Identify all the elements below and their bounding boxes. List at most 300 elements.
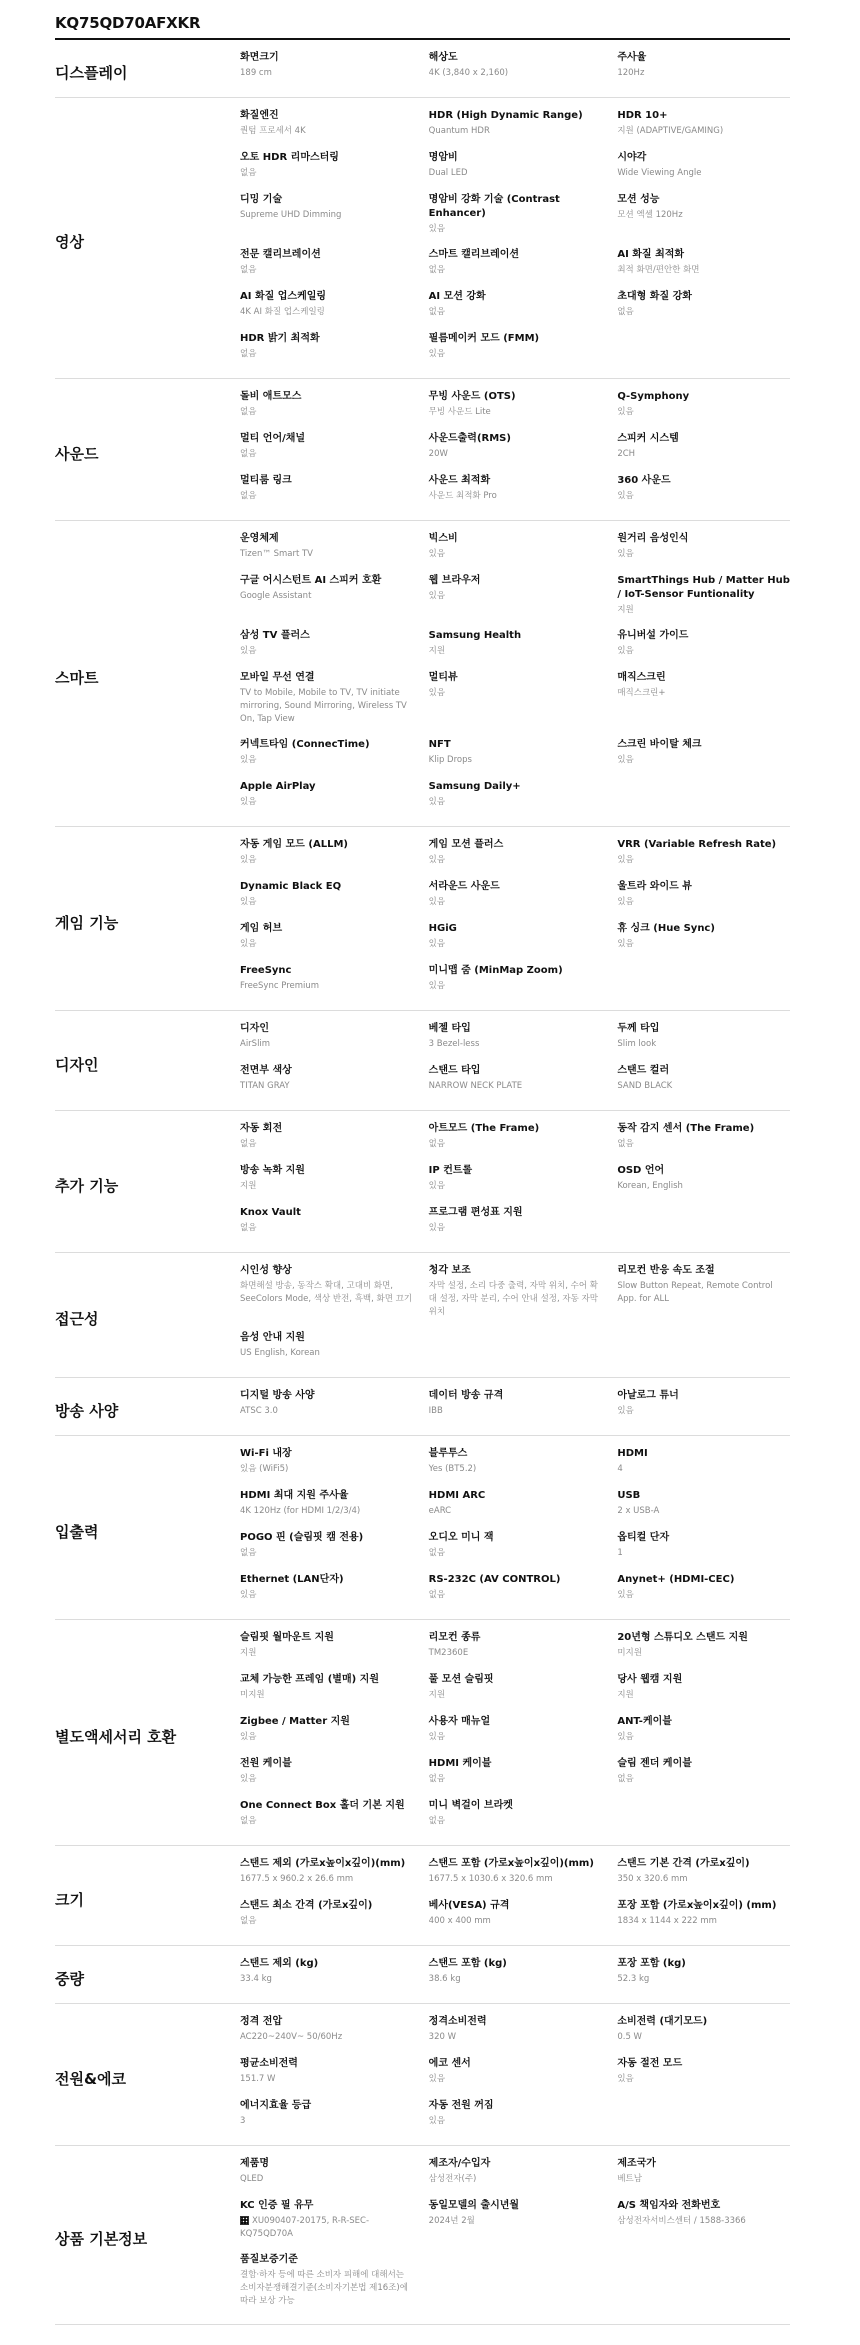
spec-label: HDMI 케이블 bbox=[428, 1758, 492, 1769]
section-title: 중량 bbox=[55, 1969, 84, 1988]
spec-item bbox=[617, 151, 790, 181]
spec-value bbox=[240, 796, 413, 809]
spec-value bbox=[429, 1973, 602, 1986]
spec-item bbox=[240, 432, 413, 462]
spec-value bbox=[617, 1038, 790, 1051]
spec-item bbox=[617, 474, 790, 504]
spec-value bbox=[617, 1180, 790, 1193]
spec-value bbox=[617, 687, 790, 700]
spec-value-text: 있음 bbox=[617, 855, 634, 865]
spec-item bbox=[240, 629, 413, 659]
spec-value-text: TITAN GRAY bbox=[240, 1081, 290, 1091]
spec-label: AI 화질 최적화 bbox=[617, 249, 685, 260]
spec-value-text: 있음 bbox=[240, 897, 257, 907]
spec-label: 화질엔진 bbox=[240, 110, 279, 121]
spec-item bbox=[429, 1122, 602, 1152]
spec-item bbox=[429, 2157, 602, 2187]
spec-value-text: 베트남 bbox=[617, 2174, 642, 2184]
spec-value bbox=[240, 1180, 413, 1193]
spec-value-text: 4K AI 화질 업스케일링 bbox=[240, 307, 325, 317]
spec-item bbox=[240, 1331, 413, 1361]
spec-item bbox=[429, 629, 602, 659]
spec-value-text: Korean, English bbox=[617, 1181, 683, 1191]
spec-value-text: Supreme UHD Dimming bbox=[240, 210, 342, 220]
spec-item bbox=[240, 2199, 413, 2241]
spec-item bbox=[429, 1673, 602, 1703]
spec-value-text: 33.4 kg bbox=[240, 1974, 272, 1984]
spec-label: 디지털 방송 사양 bbox=[240, 1390, 315, 1401]
spec-label: 휴 싱크 (Hue Sync) bbox=[617, 923, 715, 934]
spec-value-text: 있음 bbox=[617, 646, 634, 656]
spec-value bbox=[429, 1080, 602, 1093]
spec-value-text: 있음 bbox=[428, 939, 446, 949]
spec-label: 구글 어시스턴트 AI 스피커 호환 bbox=[240, 575, 382, 586]
spec-label: 제조자/수입자 bbox=[428, 2158, 491, 2169]
spec-value-text: 자막 설정, 소리 다중 출력, 자막 위치, 수어 확대 설정, 자막 분리, 수어 안내 설정, 자동 자막 위치 bbox=[428, 1281, 598, 1317]
spec-value-text: ATSC 3.0 bbox=[240, 1406, 278, 1416]
spec-grid bbox=[240, 1957, 790, 1999]
spec-value-text: 없음 bbox=[428, 1774, 446, 1784]
spec-section bbox=[55, 98, 790, 379]
spec-item bbox=[429, 574, 602, 617]
spec-label: HDMI bbox=[617, 1448, 648, 1459]
spec-value bbox=[240, 896, 413, 909]
spec-section bbox=[55, 1378, 790, 1436]
section-title: 전원&에코 bbox=[55, 2069, 127, 2088]
spec-item bbox=[240, 474, 413, 504]
spec-value bbox=[617, 896, 790, 909]
spec-value-text: 지원 (ADAPTIVE/GAMING) bbox=[617, 126, 724, 136]
spec-value-text: 있음 bbox=[240, 755, 257, 765]
spec-value bbox=[617, 448, 790, 461]
spec-value-text: 있음 bbox=[428, 224, 446, 234]
spec-value-text: 지원 bbox=[240, 1648, 257, 1658]
spec-value bbox=[240, 854, 413, 867]
spec-label: Ethernet (LAN단자) bbox=[240, 1574, 344, 1585]
spec-label: 자동 전원 꺼짐 bbox=[428, 2100, 494, 2111]
spec-value-text: 1677.5 x 1030.6 x 320.6 mm bbox=[428, 1874, 553, 1884]
spec-value-text: 1834 x 1144 x 222 mm bbox=[617, 1916, 717, 1926]
spec-value bbox=[617, 1915, 790, 1928]
spec-item bbox=[240, 1489, 413, 1519]
spec-item bbox=[240, 738, 413, 768]
spec-item bbox=[617, 51, 790, 81]
spec-value-text: 없음 bbox=[428, 1816, 446, 1826]
spec-label: 오토 HDR 리마스터링 bbox=[240, 152, 339, 163]
spec-item bbox=[617, 922, 790, 952]
spec-label: 모션 성능 bbox=[617, 194, 660, 205]
spec-label: 멀티룸 링크 bbox=[240, 475, 292, 486]
spec-grid bbox=[240, 1122, 790, 1248]
spec-label: 리모컨 반응 속도 조절 bbox=[617, 1265, 715, 1276]
spec-grid bbox=[240, 532, 790, 822]
spec-label: 두께 타입 bbox=[617, 1023, 660, 1034]
spec-item bbox=[617, 193, 790, 236]
spec-item bbox=[240, 2253, 413, 2308]
spec-value-text: 4 bbox=[617, 1464, 623, 1474]
spec-label: 커넥트타임 (ConnecTime) bbox=[240, 739, 370, 750]
spec-value-text: eARC bbox=[428, 1506, 452, 1516]
spec-label: One Connect Box 홀더 기본 지원 bbox=[240, 1800, 405, 1811]
spec-item bbox=[617, 532, 790, 562]
spec-item bbox=[240, 2057, 413, 2087]
spec-value bbox=[240, 2115, 413, 2128]
spec-label: 아트모드 (The Frame) bbox=[428, 1123, 540, 1134]
spec-value-text: 없음 bbox=[428, 1590, 446, 1600]
spec-label: 품질보증기준 bbox=[240, 2254, 298, 2265]
spec-value bbox=[617, 1405, 790, 1418]
spec-item bbox=[429, 248, 602, 278]
spec-value bbox=[429, 1222, 602, 1235]
spec-value bbox=[240, 1815, 413, 1828]
section-title: 입출력 bbox=[55, 1522, 99, 1541]
spec-value bbox=[240, 1647, 413, 1660]
spec-item bbox=[617, 738, 790, 768]
spec-value bbox=[617, 264, 790, 277]
spec-value-text: 미지원 bbox=[617, 1648, 642, 1658]
spec-value bbox=[617, 67, 790, 80]
spec-value bbox=[429, 645, 602, 658]
spec-value-text: 있음 bbox=[240, 855, 257, 865]
spec-value-text: IBB bbox=[428, 1406, 443, 1416]
spec-value bbox=[429, 1773, 602, 1786]
spec-value bbox=[429, 2115, 602, 2128]
spec-section bbox=[55, 379, 790, 521]
spec-value-text: Tizen™ Smart TV bbox=[240, 549, 313, 559]
spec-item bbox=[240, 532, 413, 562]
spec-value bbox=[429, 448, 602, 461]
spec-item bbox=[617, 1957, 790, 1987]
spec-value-text: Quantum HDR bbox=[428, 126, 490, 136]
spec-value bbox=[429, 1873, 602, 1886]
spec-item bbox=[617, 1673, 790, 1703]
spec-value-text: 4K 120Hz (for HDMI 1/2/3/4) bbox=[240, 1506, 361, 1516]
spec-value-text: 38.6 kg bbox=[428, 1974, 461, 1984]
spec-section bbox=[55, 1436, 790, 1620]
spec-item bbox=[240, 332, 413, 362]
spec-value-text: 있음 bbox=[428, 1223, 446, 1233]
spec-label: 포장 포함 (kg) bbox=[617, 1958, 686, 1969]
spec-label: 멀티뷰 bbox=[428, 672, 458, 683]
spec-item bbox=[429, 1264, 602, 1319]
section-title: 크기 bbox=[55, 1890, 84, 1909]
spec-value bbox=[617, 1773, 790, 1786]
spec-value bbox=[617, 1589, 790, 1602]
spec-section bbox=[55, 827, 790, 1011]
spec-item bbox=[429, 2015, 602, 2045]
spec-label: 전면부 색상 bbox=[240, 1065, 292, 1076]
spec-value-text: 무빙 사운드 Lite bbox=[428, 407, 491, 417]
spec-item bbox=[240, 290, 413, 320]
spec-value-text: 있음 bbox=[428, 855, 446, 865]
spec-value-text: 매직스크린+ bbox=[617, 688, 666, 698]
spec-value bbox=[429, 938, 602, 951]
spec-value bbox=[429, 1463, 602, 1476]
spec-value bbox=[617, 1080, 790, 1093]
spec-value-text: 1 bbox=[617, 1548, 623, 1558]
spec-value-text: 있음 bbox=[617, 549, 634, 559]
spec-value-text: 2CH bbox=[617, 449, 636, 459]
spec-value bbox=[429, 2031, 602, 2044]
spec-label: A/S 책임자와 전화번호 bbox=[617, 2200, 721, 2211]
spec-value-text: Yes (BT5.2) bbox=[428, 1464, 477, 1474]
section-title: 영상 bbox=[55, 233, 84, 251]
spec-section bbox=[55, 1111, 790, 1253]
spec-section bbox=[55, 521, 790, 827]
spec-value bbox=[240, 590, 413, 603]
spec-item bbox=[617, 1715, 790, 1745]
spec-label: IP 컨트롤 bbox=[428, 1165, 473, 1176]
spec-value-text: 1677.5 x 960.2 x 26.6 mm bbox=[240, 1874, 354, 1884]
spec-value bbox=[240, 1589, 413, 1602]
spec-value bbox=[429, 490, 602, 503]
spec-item bbox=[240, 1715, 413, 1745]
spec-label: 스마트 캘리브레이션 bbox=[428, 249, 520, 260]
spec-value-text: 있음 bbox=[428, 549, 446, 559]
spec-value-text: 퀀텀 프로세서 4K bbox=[240, 126, 306, 136]
spec-label: 주사율 bbox=[617, 52, 647, 63]
section-title: 스마트 bbox=[55, 668, 99, 687]
spec-label: 제품명 bbox=[240, 2158, 269, 2169]
spec-section bbox=[55, 2004, 790, 2146]
spec-item bbox=[429, 2199, 602, 2241]
spec-item bbox=[429, 780, 602, 810]
spec-item bbox=[617, 1757, 790, 1787]
spec-value bbox=[240, 754, 413, 767]
spec-label: 매직스크린 bbox=[617, 672, 666, 683]
spec-value-text: 없음 bbox=[240, 1916, 257, 1926]
spec-item bbox=[617, 880, 790, 910]
spec-label: Samsung Daily+ bbox=[428, 781, 521, 792]
spec-grid bbox=[240, 390, 790, 516]
spec-label: 돌비 애트모스 bbox=[240, 391, 302, 402]
spec-value-text: 없음 bbox=[240, 449, 257, 459]
spec-value-text: 지원 bbox=[617, 605, 634, 615]
spec-value bbox=[617, 306, 790, 319]
spec-value-text: 없음 bbox=[617, 1774, 634, 1784]
spec-value bbox=[240, 2269, 413, 2308]
spec-value bbox=[240, 1347, 413, 1360]
spec-label: 스탠드 제외 (가로x높이x깊이)(mm) bbox=[240, 1858, 406, 1869]
spec-item bbox=[429, 1206, 602, 1236]
section-title: 게임 기능 bbox=[55, 913, 119, 932]
spec-value-text: 있음 bbox=[428, 688, 446, 698]
spec-grid bbox=[240, 1857, 790, 1941]
spec-value bbox=[240, 687, 413, 726]
spec-label: 울트라 와이드 뷰 bbox=[617, 881, 692, 892]
spec-value-text: 있음 (WiFi5) bbox=[240, 1464, 289, 1474]
spec-value bbox=[429, 2173, 602, 2186]
spec-value bbox=[617, 167, 790, 180]
spec-value bbox=[429, 1915, 602, 1928]
spec-value-text: 없음 bbox=[240, 407, 257, 417]
spec-label: 디밍 기술 bbox=[240, 194, 283, 205]
section-title: 접근성 bbox=[55, 1310, 99, 1328]
spec-label: 미니 벽걸이 브라켓 bbox=[428, 1800, 513, 1811]
model-title: KQ75QD70AFXKR bbox=[55, 14, 790, 40]
spec-value-text: 없음 bbox=[617, 1139, 634, 1149]
spec-value bbox=[240, 67, 413, 80]
spec-item bbox=[429, 880, 602, 910]
spec-label: 정격소비전력 bbox=[428, 2016, 487, 2027]
spec-value bbox=[429, 167, 602, 180]
spec-value-text: TM2360E bbox=[428, 1648, 469, 1658]
spec-value bbox=[240, 1915, 413, 1928]
spec-item bbox=[240, 1631, 413, 1661]
spec-label: 게임 모션 플러스 bbox=[428, 839, 504, 850]
spec-item bbox=[429, 922, 602, 952]
spec-value-text: 있음 bbox=[428, 897, 446, 907]
spec-item bbox=[240, 1899, 413, 1929]
spec-value-text: 지원 bbox=[617, 1690, 634, 1700]
spec-value-text: 400 x 400 mm bbox=[428, 1916, 491, 1926]
spec-item bbox=[617, 1899, 790, 1929]
spec-value bbox=[240, 1080, 413, 1093]
spec-item bbox=[429, 838, 602, 868]
section-title: 상품 기본정보 bbox=[55, 2230, 148, 2248]
spec-value-text: 미지원 bbox=[240, 1690, 265, 1700]
spec-value bbox=[429, 1405, 602, 1418]
spec-item bbox=[617, 2199, 790, 2241]
spec-item bbox=[429, 1631, 602, 1661]
spec-item bbox=[429, 151, 602, 181]
spec-label: 풀 모션 슬림핏 bbox=[428, 1674, 494, 1685]
spec-label: Apple AirPlay bbox=[240, 781, 316, 792]
section-title: 디스플레이 bbox=[55, 63, 128, 82]
spec-item bbox=[240, 838, 413, 868]
spec-label: 스크린 바이탈 체크 bbox=[617, 739, 702, 750]
spec-item bbox=[429, 1899, 602, 1929]
spec-label: 서라운드 사운드 bbox=[428, 881, 500, 892]
spec-value bbox=[617, 1689, 790, 1702]
spec-item bbox=[240, 1447, 413, 1477]
spec-value bbox=[617, 2073, 790, 2086]
spec-item bbox=[617, 290, 790, 320]
spec-value-text: 0.5 W bbox=[617, 2032, 642, 2042]
spec-item bbox=[240, 922, 413, 952]
spec-value bbox=[240, 406, 413, 419]
spec-value bbox=[240, 306, 413, 319]
spec-label: 동일모델의 출시년월 bbox=[428, 2200, 520, 2211]
spec-label: Knox Vault bbox=[240, 1207, 301, 1218]
spec-value-text: 있음 bbox=[617, 897, 634, 907]
spec-value bbox=[240, 348, 413, 361]
spec-value-text: 20W bbox=[428, 449, 448, 459]
spec-value-text: US English, Korean bbox=[240, 1348, 320, 1358]
spec-value bbox=[240, 1463, 413, 1476]
spec-item bbox=[429, 964, 602, 994]
spec-item bbox=[429, 109, 602, 139]
spec-value bbox=[429, 1038, 602, 1051]
spec-grid bbox=[240, 1264, 790, 1373]
spec-value bbox=[429, 2215, 602, 2228]
spec-item bbox=[240, 2015, 413, 2045]
spec-value-text: 사운드 최적화 Pro bbox=[428, 491, 497, 501]
spec-value-text: 없음 bbox=[240, 349, 257, 359]
spec-label: 포장 포함 (가로x높이x깊이) (mm) bbox=[617, 1900, 777, 1911]
spec-value-text: Google Assistant bbox=[240, 591, 312, 601]
spec-value-text: AC220~240V~ 50/60Hz bbox=[240, 2032, 343, 2042]
spec-item bbox=[617, 1389, 790, 1419]
spec-label: 20년형 스튜디오 스탠드 지원 bbox=[617, 1632, 748, 1643]
spec-label: POGO 핀 (슬림핏 캠 전용) bbox=[240, 1532, 364, 1543]
spec-value bbox=[617, 1973, 790, 1986]
spec-label: 프로그램 편성표 지원 bbox=[428, 1207, 523, 1218]
spec-label: 화면크기 bbox=[240, 52, 279, 63]
spec-label: 자동 절전 모드 bbox=[617, 2058, 683, 2069]
spec-label: 초대형 화질 강화 bbox=[617, 291, 692, 302]
spec-grid bbox=[240, 1022, 790, 1106]
spec-value bbox=[240, 1773, 413, 1786]
spec-value-text: Klip Drops bbox=[428, 755, 472, 765]
spec-value bbox=[617, 938, 790, 951]
spec-grid bbox=[240, 2157, 790, 2320]
section-title: 디자인 bbox=[55, 1055, 99, 1074]
spec-label: 스탠드 포함 (kg) bbox=[428, 1958, 507, 1969]
spec-value bbox=[429, 980, 602, 993]
spec-value-text: FreeSync Premium bbox=[240, 981, 320, 991]
spec-label: 슬림 젠더 케이블 bbox=[617, 1758, 692, 1769]
spec-value bbox=[617, 604, 790, 617]
spec-value bbox=[617, 1463, 790, 1476]
spec-value bbox=[240, 2215, 413, 2241]
spec-item bbox=[617, 1122, 790, 1152]
spec-label: Anynet+ (HDMI-CEC) bbox=[617, 1574, 735, 1585]
section-title: 추가 기능 bbox=[55, 1176, 119, 1195]
spec-value-text: 있음 bbox=[617, 755, 634, 765]
spec-value-text: 지원 bbox=[240, 1181, 257, 1191]
spec-label: 유니버설 가이드 bbox=[617, 630, 689, 641]
spec-value bbox=[240, 209, 413, 222]
spec-value-text: 결함·하자 등에 따른 소비자 피해에 대해서는 소비자분쟁해결기준(소비자기본법 제16조)에 따라 보상 가능 bbox=[240, 2270, 408, 2306]
spec-value bbox=[429, 796, 602, 809]
spec-label: 스탠드 기본 간격 (가로x깊이) bbox=[617, 1858, 750, 1869]
spec-label: HDMI 최대 지원 주사율 bbox=[240, 1490, 349, 1501]
spec-value-text: QLED bbox=[240, 2174, 264, 2184]
spec-value bbox=[240, 1222, 413, 1235]
spec-value-text: 있음 bbox=[240, 939, 257, 949]
spec-label: AI 화질 업스케일링 bbox=[240, 291, 327, 302]
spec-value bbox=[429, 2073, 602, 2086]
spec-value bbox=[617, 490, 790, 503]
spec-label: 청각 보조 bbox=[428, 1265, 471, 1276]
spec-value bbox=[429, 1689, 602, 1702]
spec-value-text: 없음 bbox=[240, 1816, 257, 1826]
spec-value-text: 있음 bbox=[617, 2074, 634, 2084]
spec-item bbox=[617, 1022, 790, 1052]
spec-value-text: 있음 bbox=[617, 1732, 634, 1742]
spec-value-text: 있음 bbox=[428, 2116, 446, 2126]
spec-value-text: 없음 bbox=[240, 1139, 257, 1149]
spec-label: 음성 안내 지원 bbox=[240, 1332, 305, 1343]
spec-section bbox=[55, 1253, 790, 1378]
spec-value-text: 없음 bbox=[428, 307, 446, 317]
spec-value bbox=[617, 1547, 790, 1560]
spec-label: KC 인증 필 유무 bbox=[240, 2200, 314, 2211]
spec-item bbox=[617, 1631, 790, 1661]
spec-value-text: 없음 bbox=[240, 1223, 257, 1233]
spec-value-text: 삼성전자서비스센터 / 1588-3366 bbox=[617, 2216, 746, 2226]
spec-item bbox=[429, 1573, 602, 1603]
spec-label: FreeSync bbox=[240, 965, 292, 976]
spec-grid bbox=[240, 1389, 790, 1431]
spec-item bbox=[240, 1857, 413, 1887]
spec-label: 오디오 미니 잭 bbox=[428, 1532, 494, 1543]
spec-section bbox=[55, 2146, 790, 2325]
spec-item bbox=[429, 290, 602, 320]
section-title: 별도액세서리 호환 bbox=[55, 1727, 177, 1746]
spec-value-text: 있음 bbox=[240, 1732, 257, 1742]
